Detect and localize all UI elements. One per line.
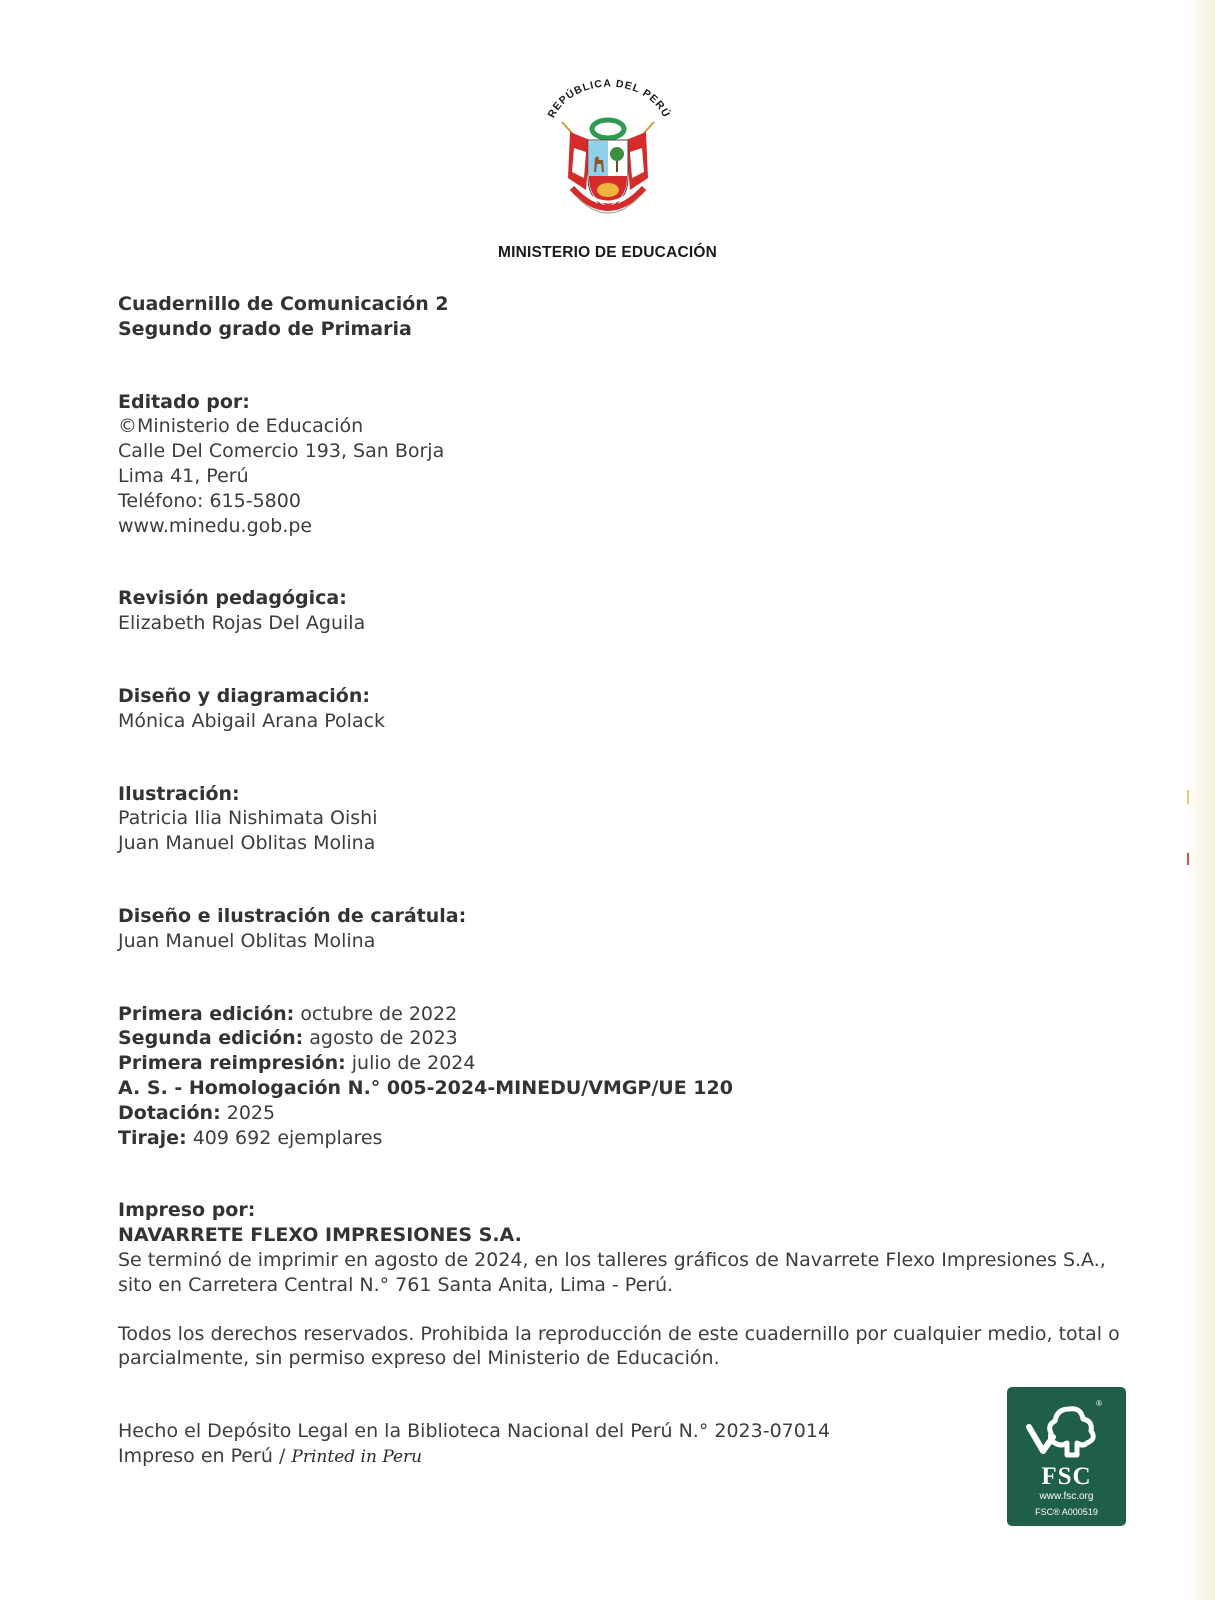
printer-company: NAVARRETE FLEXO IMPRESIONES S.A. [118, 1224, 522, 1247]
design-block [118, 684, 1128, 734]
edited-heading: Editado por: [118, 390, 250, 413]
title-block [118, 292, 1128, 342]
booklet-grade: Segundo grado de Primaria [118, 317, 412, 340]
rights-line: Todos los derechos reservados. Prohibida la reproducción de este cuadernillo por cualquier medio, total o [118, 1322, 1120, 1345]
ministry-title: MINISTERIO DE EDUCACIÓN [497, 244, 718, 261]
second-edition: Segunda edición: agosto de 2023 [118, 1027, 458, 1050]
edited-line: ©Ministerio de Educación [118, 415, 364, 438]
edited-block [118, 390, 1128, 539]
fsc-url: www.fsc.org [1039, 1491, 1094, 1502]
rights-line: parcialmente, sin permiso expreso del Ministerio de Educación. [118, 1347, 720, 1370]
printed-in: Impreso en Perú / Printed in Peru [118, 1444, 423, 1467]
svg-text:REPÚBLICA DEL PERÚ: REPÚBLICA DEL PERÚ [545, 78, 672, 120]
printer-line: sito en Carretera Central N.° 761 Santa Anita, Lima - Perú. [118, 1273, 674, 1296]
website-link[interactable]: www.minedu.gob.pe [118, 514, 313, 537]
cover-name: Juan Manuel Oblitas Molina [118, 929, 376, 952]
review-heading: Revisión pedagógica: [118, 587, 347, 610]
printer-line: Se terminó de imprimir en agosto de 2024, en los talleres gráficos de Navarrete Flexo Impresiones S.A., [118, 1248, 1106, 1271]
rights-block [118, 1322, 1128, 1372]
review-name: Elizabeth Rojas Del Aguila [118, 612, 366, 635]
fsc-code: FSC® A000519 [1035, 1507, 1098, 1517]
design-name: Mónica Abigail Arana Polack [118, 709, 386, 732]
first-edition: Primera edición: octubre de 2022 [118, 1002, 458, 1025]
print-run: Tiraje: 409 692 ejemplares [118, 1126, 383, 1149]
illustrator-name: Patricia Ilia Nishimata Oishi [118, 807, 378, 830]
editions-block [118, 1002, 1128, 1151]
illustration-heading: Ilustración: [118, 782, 240, 805]
legal-deposit: Hecho el Depósito Legal en la Biblioteca Nacional del Perú N.° 2023-07014 [118, 1420, 831, 1443]
homologation: A. S. - Homologación N.° 005-2024-MINEDU/VMGP/UE 120 [118, 1076, 733, 1099]
cover-block [118, 904, 1128, 954]
printer-heading: Impreso por: [118, 1199, 256, 1222]
design-heading: Diseño y diagramación: [118, 684, 370, 707]
fsc-text: FSC [1041, 1463, 1092, 1490]
page-edge [1187, 0, 1215, 1600]
credits-content [118, 292, 1128, 1470]
edited-line: Teléfono: 615-5800 [118, 489, 301, 512]
illustrator-name: Juan Manuel Oblitas Molina [118, 832, 376, 855]
dotation: Dotación: 2025 [118, 1101, 276, 1124]
edited-line: Calle Del Comercio 193, San Borja [118, 440, 445, 463]
cover-heading: Diseño e ilustración de carátula: [118, 904, 467, 927]
fsc-logo: ® FSC www.fsc.org FSC® A000519 [1007, 1387, 1126, 1526]
illustration-block [118, 782, 1128, 856]
printer-block [118, 1198, 1128, 1297]
review-block [118, 586, 1128, 636]
first-reprint: Primera reimpresión: julio de 2024 [118, 1052, 476, 1075]
header [0, 78, 1215, 237]
legal-block [118, 1419, 1128, 1470]
booklet-title: Cuadernillo de Comunicación 2 [118, 293, 449, 315]
coat-of-arms-seal [542, 78, 672, 233]
edited-line: Lima 41, Perú [118, 464, 249, 487]
